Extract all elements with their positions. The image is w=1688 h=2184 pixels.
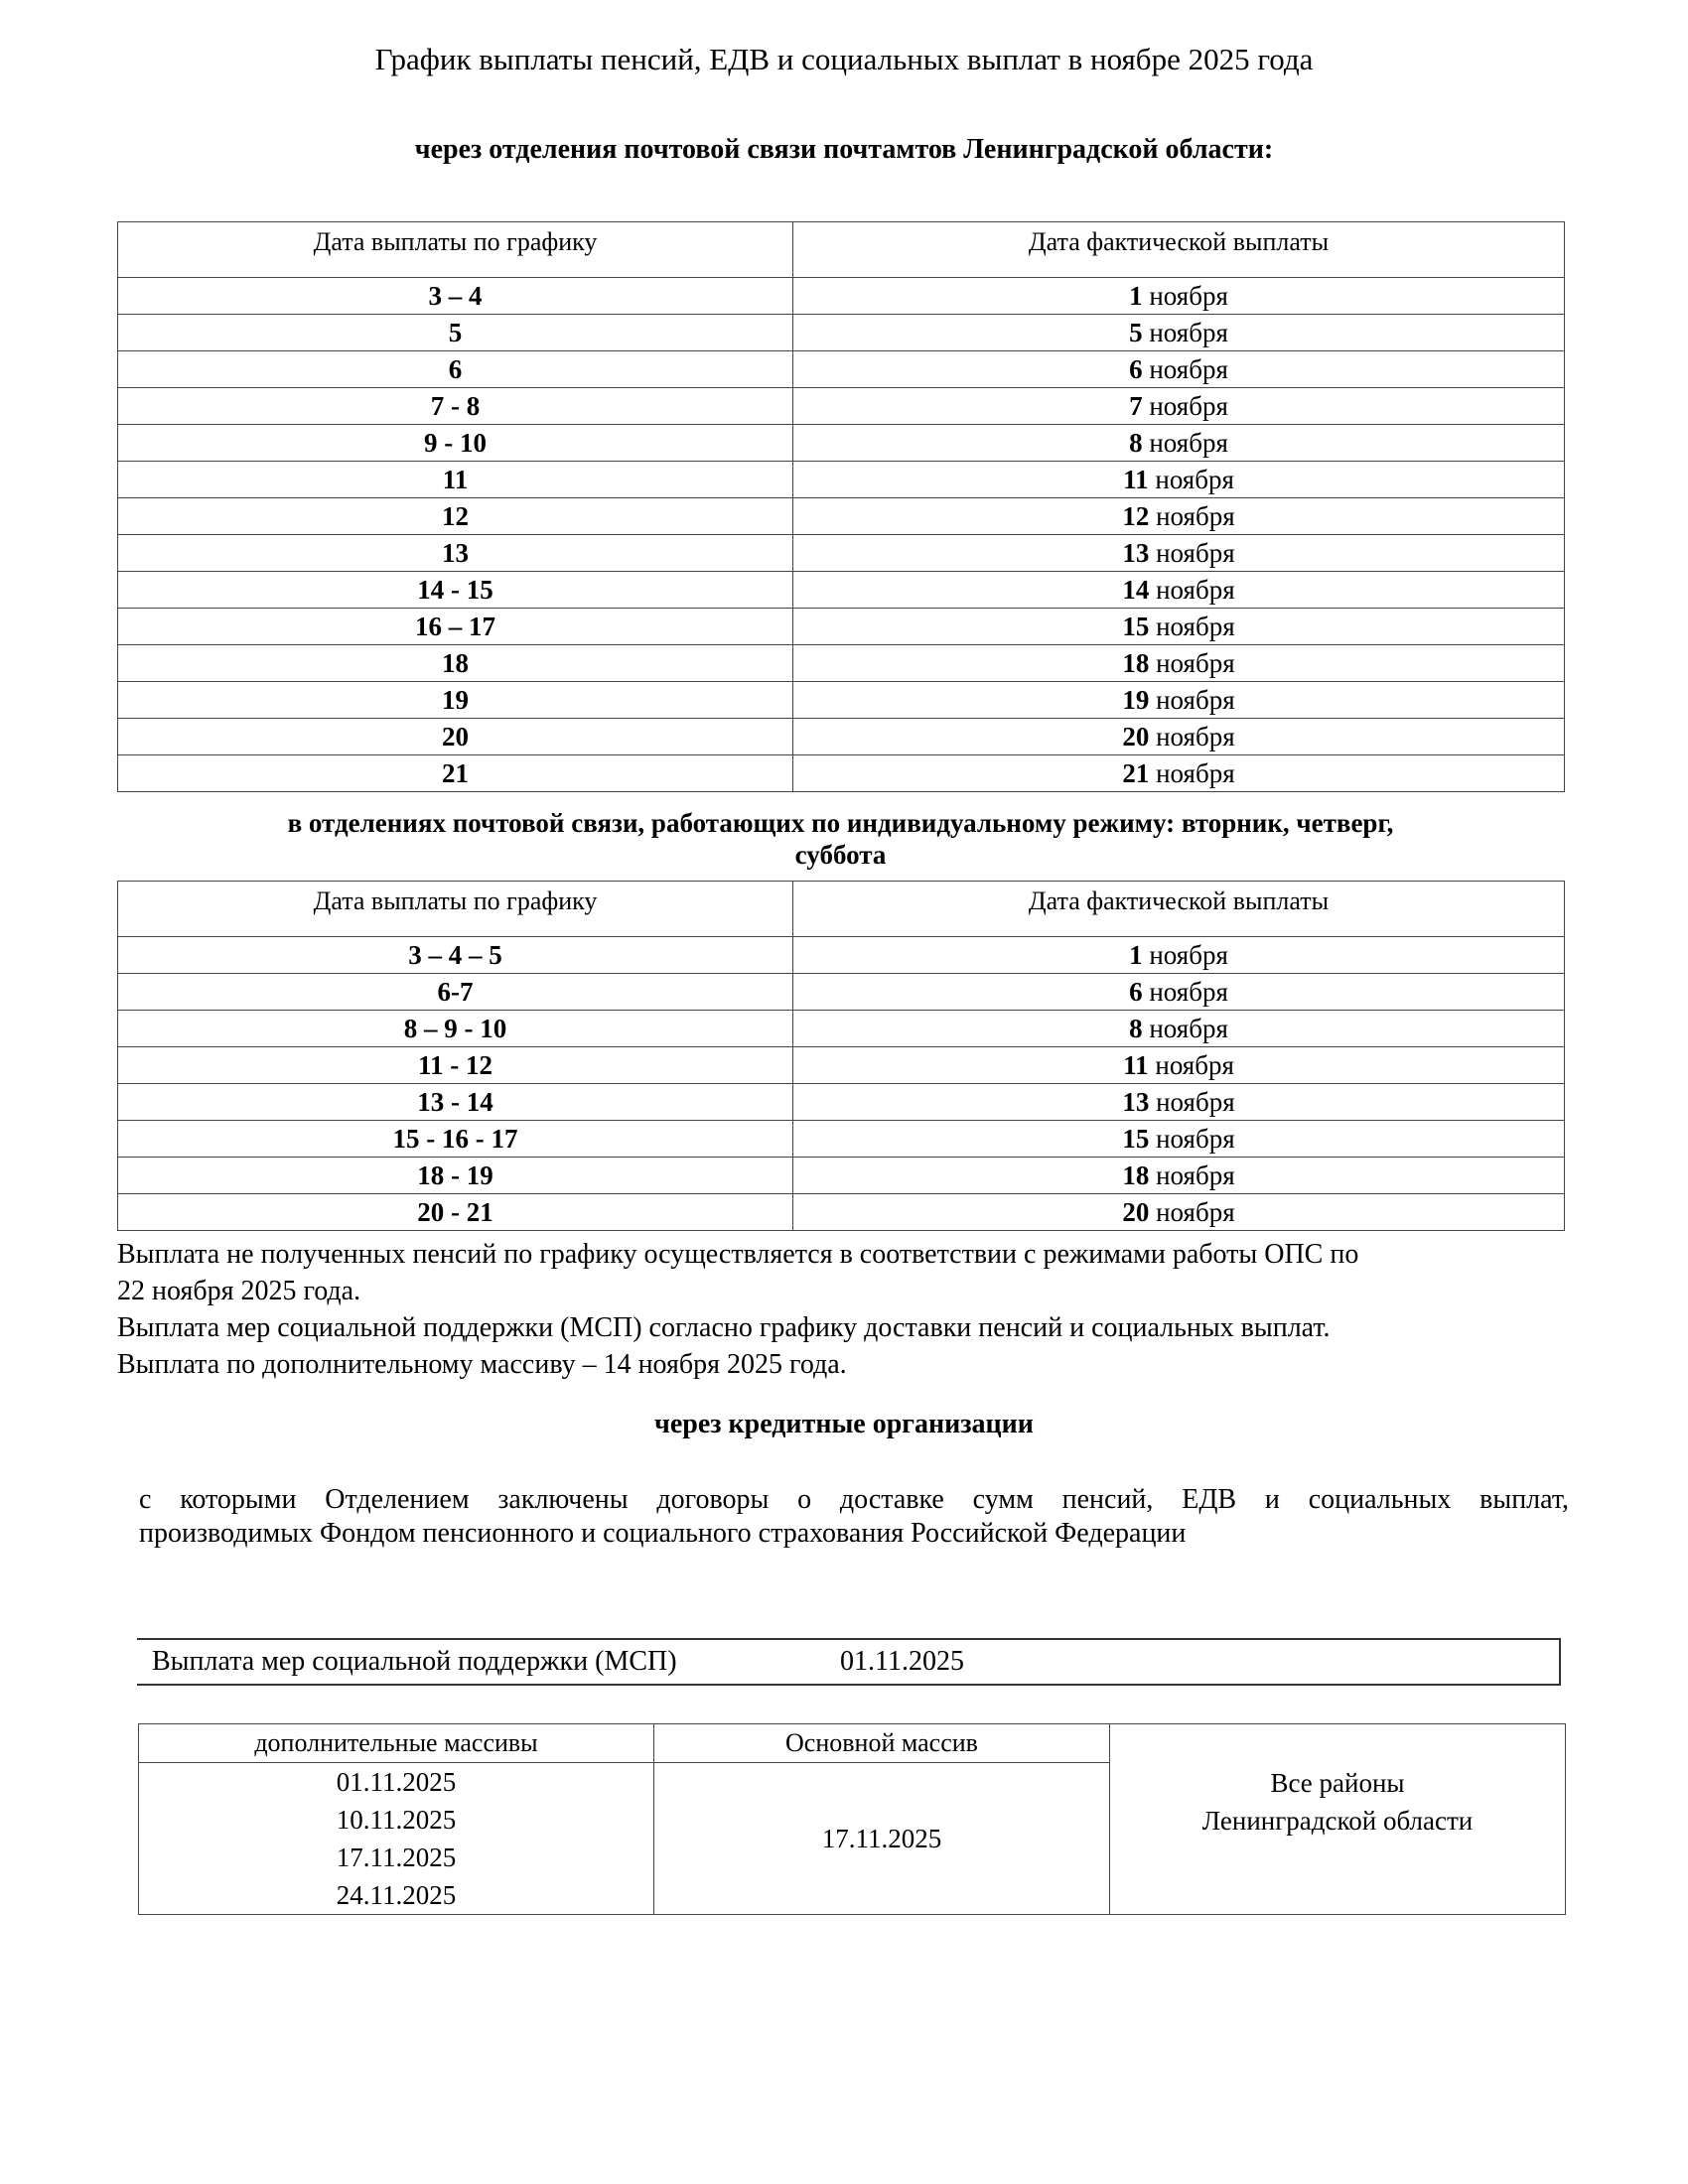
column-header-main: Основной массив [654, 1724, 1110, 1763]
table-row [118, 1047, 1565, 1084]
credit-orgs-paragraph [139, 1483, 1569, 1551]
actual-month: ноября [1149, 940, 1228, 970]
actual-month: ноября [1156, 575, 1235, 605]
post-office-schedule-table [117, 221, 1565, 792]
scheduled-date-cell: 11 - 12 [118, 1047, 793, 1084]
actual-day: 7 [1129, 391, 1143, 421]
actual-month: ноября [1149, 281, 1228, 311]
actual-day: 1 [1129, 940, 1143, 970]
actual-date-cell [793, 937, 1565, 974]
actual-month: ноября [1156, 1197, 1235, 1227]
table-row [118, 974, 1565, 1011]
scheduled-date-cell: 11 [118, 462, 793, 498]
actual-date-cell [793, 535, 1565, 572]
additional-dates-cell [139, 1763, 654, 1915]
actual-day: 8 [1129, 428, 1143, 458]
table-row [118, 609, 1565, 645]
actual-date-cell [793, 315, 1565, 351]
actual-month: ноября [1156, 758, 1235, 788]
table-header-row [139, 1724, 1566, 1763]
actual-date-cell [793, 1158, 1565, 1194]
paragraph-line1: с которыми Отделением заключены договоры о доставке сумм пенсий, ЕДВ и социальных выплат, [139, 1484, 1569, 1515]
actual-date-cell [793, 682, 1565, 719]
table-row [118, 719, 1565, 755]
scheduled-date-cell: 13 [118, 535, 793, 572]
actual-month: ноября [1149, 391, 1228, 421]
table-row [118, 425, 1565, 462]
table-row [118, 1121, 1565, 1158]
actual-date-cell [793, 1084, 1565, 1121]
actual-month: ноября [1155, 465, 1234, 494]
note-line: Выплата не полученных пенсий по графику осуществляется в соответствии с режимами работы ОПС по [117, 1239, 1359, 1270]
region-line1: Все районы [1270, 1768, 1405, 1798]
table-header-row [118, 882, 1565, 937]
table-row [118, 937, 1565, 974]
section-heading-credit-orgs: через кредитные организации [654, 1409, 1034, 1439]
actual-day: 13 [1122, 538, 1150, 568]
additional-date: 24.11.2025 [336, 1880, 457, 1910]
credit-orgs-schedule-table [138, 1723, 1566, 1915]
additional-date: 17.11.2025 [336, 1843, 457, 1872]
actual-day: 1 [1129, 281, 1143, 311]
table-row [118, 682, 1565, 719]
table-row [118, 462, 1565, 498]
actual-month: ноября [1149, 318, 1228, 347]
table-header-row [118, 222, 1565, 278]
actual-month: ноября [1156, 722, 1235, 751]
actual-day: 20 [1122, 722, 1150, 751]
column-header-actual: Дата фактической выплаты [793, 222, 1565, 278]
actual-month: ноября [1156, 1124, 1235, 1154]
table-row [118, 572, 1565, 609]
actual-date-cell [793, 1011, 1565, 1047]
section-heading-line1: в отделениях почтовой связи, работающих по индивидуальному режиму: вторник, четверг, [287, 808, 1394, 838]
individual-mode-schedule-table [117, 881, 1565, 1231]
actual-month: ноября [1156, 1087, 1235, 1117]
actual-date-cell [793, 974, 1565, 1011]
actual-date-cell [793, 498, 1565, 535]
section-heading-individual-mode [117, 807, 1564, 871]
actual-date-cell [793, 1194, 1565, 1231]
note-line: Выплата по дополнительному массиву – 14 ноября 2025 года. [117, 1349, 847, 1380]
table-row [118, 1011, 1565, 1047]
table-row [118, 1194, 1565, 1231]
actual-month: ноября [1156, 648, 1235, 678]
actual-date-cell [793, 278, 1565, 315]
table-row [118, 535, 1565, 572]
actual-date-cell [793, 645, 1565, 682]
scheduled-date-cell: 18 [118, 645, 793, 682]
scheduled-date-cell: 3 – 4 [118, 278, 793, 315]
note-line: 22 ноября 2025 года. [117, 1276, 361, 1306]
scheduled-date-cell: 3 – 4 – 5 [118, 937, 793, 974]
actual-month: ноября [1156, 685, 1235, 715]
actual-day: 15 [1122, 612, 1150, 641]
scheduled-date-cell: 6-7 [118, 974, 793, 1011]
actual-month: ноября [1149, 354, 1228, 384]
table-row [118, 315, 1565, 351]
actual-date-cell [793, 755, 1565, 792]
actual-day: 6 [1129, 977, 1143, 1007]
actual-day: 21 [1122, 758, 1150, 788]
actual-month: ноября [1149, 428, 1228, 458]
column-header-additional: дополнительные массивы [139, 1724, 654, 1763]
scheduled-date-cell: 18 - 19 [118, 1158, 793, 1194]
page-title: График выплаты пенсий, ЕДВ и социальных выплат в ноябре 2025 года [374, 42, 1314, 76]
actual-date-cell [793, 719, 1565, 755]
actual-month: ноября [1155, 1050, 1234, 1080]
actual-date-cell [793, 351, 1565, 388]
actual-day: 14 [1122, 575, 1150, 605]
table-row [118, 645, 1565, 682]
section-heading-post-offices: через отделения почтовой связи почтамтов Ленинградской области: [414, 134, 1274, 165]
scheduled-date-cell: 14 - 15 [118, 572, 793, 609]
actual-date-cell [793, 1121, 1565, 1158]
table-row [118, 1084, 1565, 1121]
scheduled-date-cell: 19 [118, 682, 793, 719]
actual-day: 18 [1122, 648, 1150, 678]
actual-month: ноября [1156, 1160, 1235, 1190]
actual-date-cell [793, 609, 1565, 645]
actual-month: ноября [1149, 977, 1228, 1007]
paragraph-line2: производимых Фондом пенсионного и социального страхования Российской Федерации [139, 1518, 1187, 1549]
scheduled-date-cell: 8 – 9 - 10 [118, 1011, 793, 1047]
actual-month: ноября [1156, 612, 1235, 641]
actual-day: 5 [1129, 318, 1143, 347]
actual-day: 11 [1123, 1050, 1149, 1080]
actual-month: ноября [1156, 501, 1235, 531]
scheduled-date-cell: 16 – 17 [118, 609, 793, 645]
actual-day: 19 [1122, 685, 1150, 715]
additional-date: 10.11.2025 [336, 1805, 457, 1835]
actual-date-cell [793, 572, 1565, 609]
scheduled-date-cell: 9 - 10 [118, 425, 793, 462]
additional-date: 01.11.2025 [336, 1767, 457, 1797]
table-row [118, 755, 1565, 792]
region-line2: Ленинградской области [1201, 1806, 1474, 1836]
actual-date-cell [793, 1047, 1565, 1084]
actual-day: 11 [1123, 465, 1149, 494]
column-header-scheduled: Дата выплаты по графику [118, 222, 793, 278]
scheduled-date-cell: 20 - 21 [118, 1194, 793, 1231]
scheduled-date-cell: 12 [118, 498, 793, 535]
actual-date-cell [793, 462, 1565, 498]
table-row [118, 278, 1565, 315]
actual-day: 6 [1129, 354, 1143, 384]
actual-month: ноября [1149, 1014, 1228, 1043]
scheduled-date-cell: 15 - 16 - 17 [118, 1121, 793, 1158]
table-row [118, 351, 1565, 388]
table-row [118, 1158, 1565, 1194]
main-date-cell: 17.11.2025 [654, 1763, 1110, 1915]
scheduled-date-cell: 7 - 8 [118, 388, 793, 425]
note-line: Выплата мер социальной поддержки (МСП) согласно графику доставки пенсий и социальных выплат. [117, 1312, 1331, 1343]
section-heading-line2: суббота [794, 840, 887, 870]
actual-day: 15 [1122, 1124, 1150, 1154]
region-cell [1110, 1724, 1566, 1915]
actual-day: 8 [1129, 1014, 1143, 1043]
actual-date-cell [793, 388, 1565, 425]
column-header-actual: Дата фактической выплаты [793, 882, 1565, 937]
actual-day: 12 [1122, 501, 1150, 531]
table-row [118, 388, 1565, 425]
table-row [118, 498, 1565, 535]
scheduled-date-cell: 6 [118, 351, 793, 388]
scheduled-date-cell: 21 [118, 755, 793, 792]
notes-block [117, 1236, 1666, 1383]
actual-date-cell [793, 425, 1565, 462]
msp-payment-box [137, 1638, 1561, 1686]
scheduled-date-cell: 13 - 14 [118, 1084, 793, 1121]
msp-label: Выплата мер социальной поддержки (МСП) [152, 1646, 677, 1677]
actual-day: 20 [1122, 1197, 1150, 1227]
scheduled-date-cell: 20 [118, 719, 793, 755]
actual-day: 13 [1122, 1087, 1150, 1117]
msp-date: 01.11.2025 [840, 1646, 964, 1677]
column-header-scheduled: Дата выплаты по графику [118, 882, 793, 937]
actual-day: 18 [1122, 1160, 1150, 1190]
scheduled-date-cell: 5 [118, 315, 793, 351]
actual-month: ноября [1156, 538, 1235, 568]
